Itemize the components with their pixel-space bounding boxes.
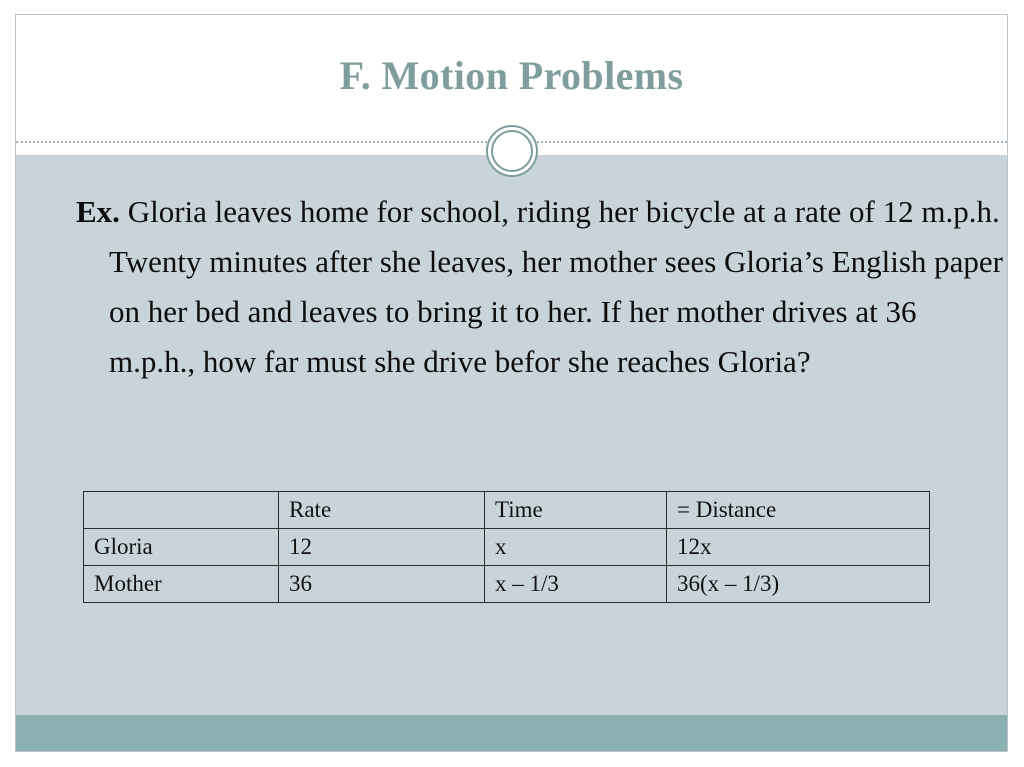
table-cell-name: Mother: [84, 566, 279, 603]
table-cell-time: x: [485, 529, 667, 566]
table-cell-rate: 12: [279, 529, 485, 566]
slide-body: [16, 155, 1007, 715]
problem-statement: [76, 187, 1008, 387]
table-cell-time: x – 1/3: [485, 566, 667, 603]
table-cell-name: Gloria: [84, 529, 279, 566]
table-header-cell-rate: Rate: [279, 492, 485, 529]
problem-statement-text: Gloria leaves home for school, riding her bicycle at a rate of 12 m.p.h. Twenty minutes after she leaves, her mother sees Gloria’s English paper on her bed and leaves to bring it to her. If her mother drives at 36 m.p.h., how far must she drive befor she reaches Gloria?: [109, 194, 1003, 379]
table-row: [84, 566, 930, 603]
page-title: F. Motion Problems: [339, 53, 684, 98]
double-ring-circle-icon: [486, 125, 538, 177]
footer-accent-band: [16, 715, 1007, 751]
table-header-cell-label: [84, 492, 279, 529]
table-cell-distance: 12x: [667, 529, 930, 566]
table-header-cell-distance: = Distance: [667, 492, 930, 529]
rate-time-distance-table: [83, 491, 930, 603]
slide: [15, 14, 1008, 752]
problem-lead-label: Ex.: [76, 194, 120, 229]
table-header-row: [84, 492, 930, 529]
table-cell-distance: 36(x – 1/3): [667, 566, 930, 603]
table-row: [84, 529, 930, 566]
table-cell-rate: 36: [279, 566, 485, 603]
table-header-cell-time: Time: [485, 492, 667, 529]
